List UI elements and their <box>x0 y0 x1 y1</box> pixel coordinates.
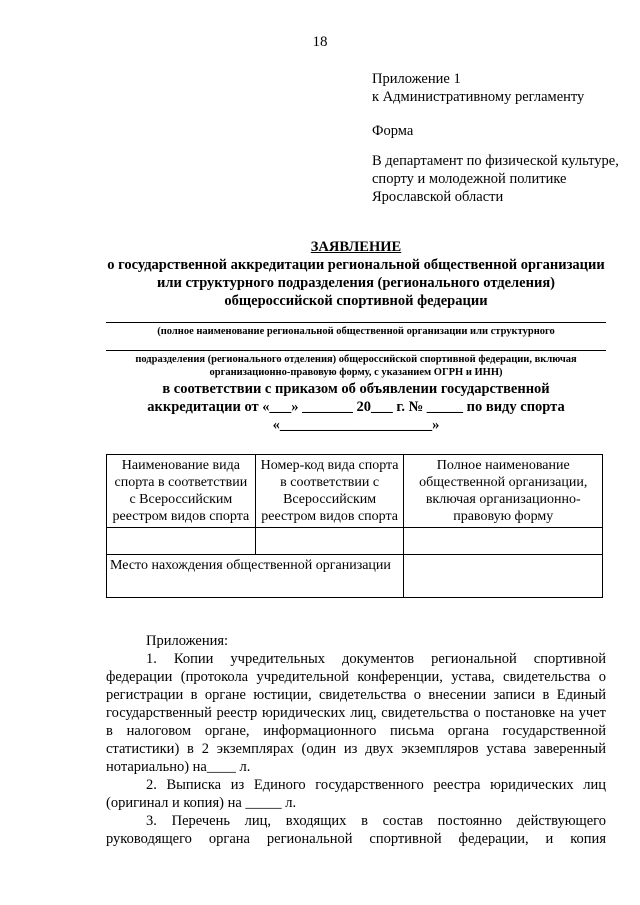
table-header-sport-name: Наименование вида спорта в соответствии с Всероссийским реестром видов спорта <box>107 455 256 528</box>
accreditation-text <box>106 380 606 434</box>
appendix-line-2: к Административному регламенту <box>372 89 585 105</box>
title-subtitle: о государственной аккредитации региональной общественной организации или структурного подразделения (регионального отделения) общероссийской спортивной федерации <box>107 257 605 309</box>
appendix-header <box>372 70 622 106</box>
attachments-heading: Приложения: <box>146 633 229 649</box>
table-header-org-name: Полное наименование общественной организации, включая организационно-правовую форму <box>404 455 603 528</box>
hint-line-1: (полное наименование региональной общественной организации или структурного <box>157 326 555 337</box>
table-location-row <box>107 555 603 598</box>
accreditation-line-2: аккредитации от «___» _______ 20___ г. № _____ по виду спорта <box>147 399 565 415</box>
form-label: Форма <box>372 123 414 139</box>
attachment-item-1: 1. Копии учредительных документов региональной спортивной федерации (протокола учредительной конференции, устава, свидетельства о регистрации в органе юстиции, свидетельства о внесении записи в Единый государственный реестр юридических лиц, свидетельства о постановке на учет в налоговом органе, информационного письма органа государственной статистики) в 2 экземплярах (один из двух экземпляров устава заверенный нотариально) на____ л. <box>106 651 606 775</box>
table-cell-sport-code[interactable] <box>255 528 404 555</box>
addressee: В департамент по физической культуре, спорту и молодежной политике Ярославской области <box>372 153 619 205</box>
accreditation-line-3: «_____________________» <box>272 417 440 433</box>
sport-table <box>106 454 603 598</box>
organization-name-line <box>106 322 606 323</box>
table-row <box>107 528 603 555</box>
attachment-item-3: 3. Перечень лиц, входящих в состав постоянно действующего руководящего органа региональной спортивной федерации, и копия <box>106 813 606 847</box>
table-header-sport-code: Номер-код вида спорта в соответствии с Всероссийским реестром видов спорта <box>255 455 404 528</box>
document-title <box>106 238 606 310</box>
page-number: 18 <box>312 34 328 50</box>
accreditation-line-1: в соответствии с приказом об объявлении государственной <box>162 381 550 397</box>
table-header-row <box>107 455 603 528</box>
attachment-item-2: 2. Выписка из Единого государственного реестра юридических лиц (оригинал и копия) на _____ л. <box>106 777 606 811</box>
table-location-value[interactable] <box>404 555 603 598</box>
table-location-label: Место нахождения общественной организации <box>107 555 404 598</box>
hint-line-2: подразделения (регионального отделения) общероссийской спортивной федерации, включая организационно-правовую форму, с указанием ОГРН и ИНН) <box>135 354 577 378</box>
table-cell-sport-name[interactable] <box>107 528 256 555</box>
attachments <box>106 632 606 848</box>
organization-name-line-2 <box>106 350 606 351</box>
appendix-line-1: Приложение 1 <box>372 71 461 87</box>
title-heading: ЗАЯВЛЕНИЕ <box>310 239 402 255</box>
table-cell-org-name[interactable] <box>404 528 603 555</box>
